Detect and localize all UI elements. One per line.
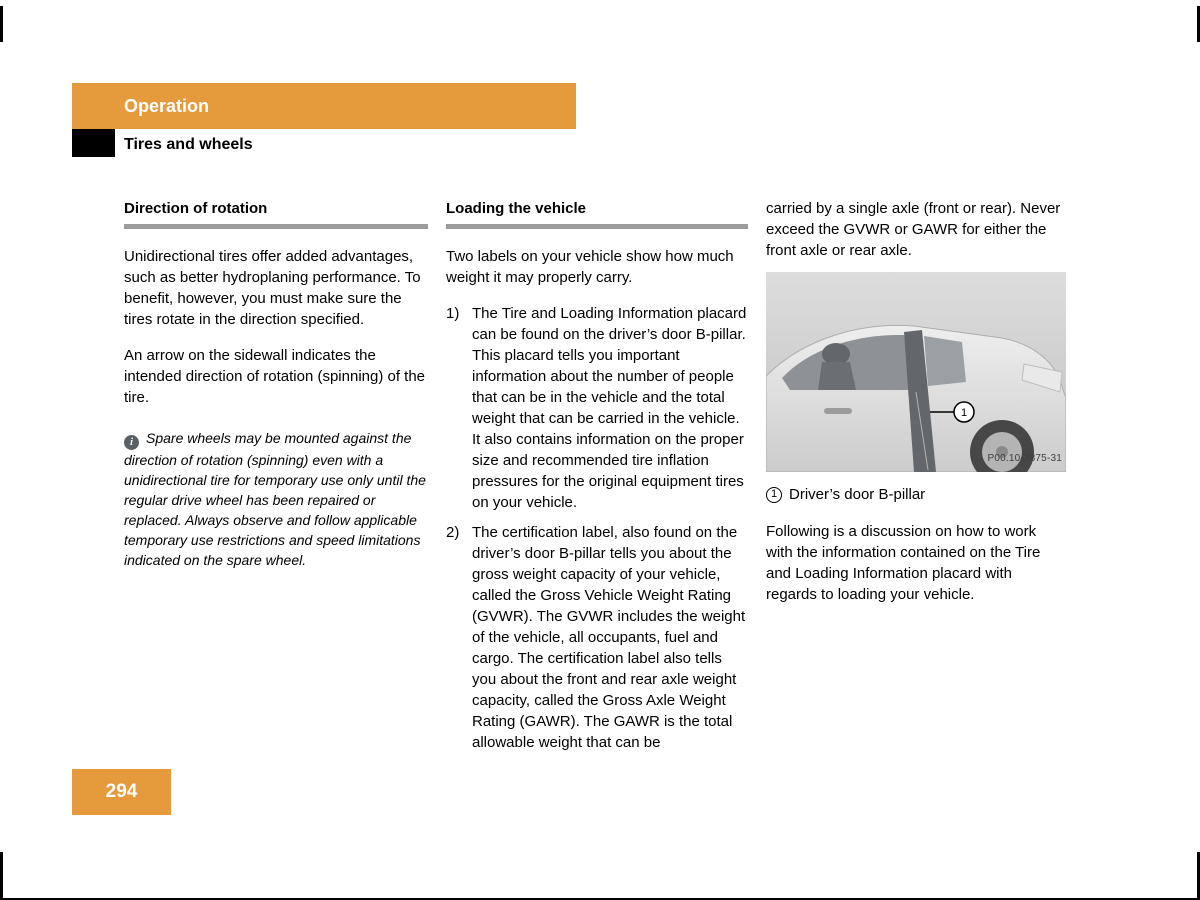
body-paragraph: Unidirectional tires offer added advantages, such as better hydroplaning performance. To benefit, however, you must make sure the tires rotate in the direction specified.	[124, 248, 421, 328]
numbered-list-item	[446, 522, 748, 753]
column-heading: Direction of rotation	[124, 200, 268, 217]
callout-number: 1	[960, 407, 968, 419]
door-handle	[824, 408, 852, 414]
figure-car-photo	[766, 272, 1066, 472]
car-photo-illustration	[766, 272, 1066, 472]
info-icon: i	[124, 435, 139, 450]
column-direction-of-rotation	[124, 198, 428, 570]
body-paragraph: carried by a single axle (front or rear). Never exceed the GVWR or GAWR for either the front axle or rear axle.	[766, 200, 1061, 259]
list-number: 1)	[446, 305, 460, 322]
body-paragraph: Two labels on your vehicle show how much weight it may properly carry.	[446, 248, 734, 286]
column-heading: Loading the vehicle	[446, 200, 587, 217]
info-note-text: Spare wheels may be mounted against the direction of rotation (spinning) even with a unidirectional tire for temporary use only until the regular drive wheel has been repaired or replaced. Always observe and follow applicable temporary use restrictions and speed limitations indicated on the spare wheel.	[124, 430, 426, 568]
crop-mark-top-left	[0, 6, 3, 42]
seat-headrest	[822, 343, 850, 365]
chapter-title: Tires and wheels	[124, 136, 253, 153]
photo-reference-code: P00.10-3875-31	[987, 453, 1062, 464]
figure-caption	[766, 484, 1066, 505]
section-header-bar	[72, 83, 576, 129]
numbered-list-item	[446, 303, 748, 513]
body-paragraph: Following is a discussion on how to work with the information contained on the Tire and Loading Information placard with regards to loading your vehicle.	[766, 523, 1041, 603]
caption-number-badge: 1	[766, 487, 782, 503]
column-loading-the-vehicle	[446, 198, 748, 762]
seat-back	[818, 362, 856, 390]
page-number: 294	[105, 781, 138, 802]
chapter-tab-mark	[72, 129, 115, 157]
info-note	[124, 428, 428, 570]
heading-rule	[446, 224, 748, 229]
rear-quarter-glass	[924, 336, 966, 386]
crop-mark-bottom-left	[0, 852, 3, 898]
page-number-box	[72, 769, 171, 815]
list-number: 2)	[446, 524, 460, 541]
body-paragraph: An arrow on the sidewall indicates the intended direction of rotation (spinning) of the tire.	[124, 347, 426, 406]
section-title: Operation	[124, 95, 210, 116]
column-continuation	[766, 198, 1066, 620]
heading-rule	[124, 224, 428, 229]
caption-text: Driver’s door B-pillar	[789, 486, 926, 503]
list-text: The certification label, also found on the driver’s door B-pillar tells you about the gross weight capacity of your vehicle, called the Gross Vehicle Weight Rating (GVWR). The GVWR includes the weight of the vehicle, all occupants, fuel and cargo. The certification label also tells you about the front and rear axle weight capacity, called the Gross Axle Weight Rating (GAWR). The GAWR is the total allowable weight that can be	[472, 524, 746, 751]
list-text: The Tire and Loading Information placard can be found on the driver’s door B-pillar. This placard tells you important information about the number of people that can be in the vehicle and the total weight that can be carried in the vehicle. It also contains information on the proper size and recommended tire inflation pressures for the original equipment tires on your vehicle.	[472, 305, 747, 511]
